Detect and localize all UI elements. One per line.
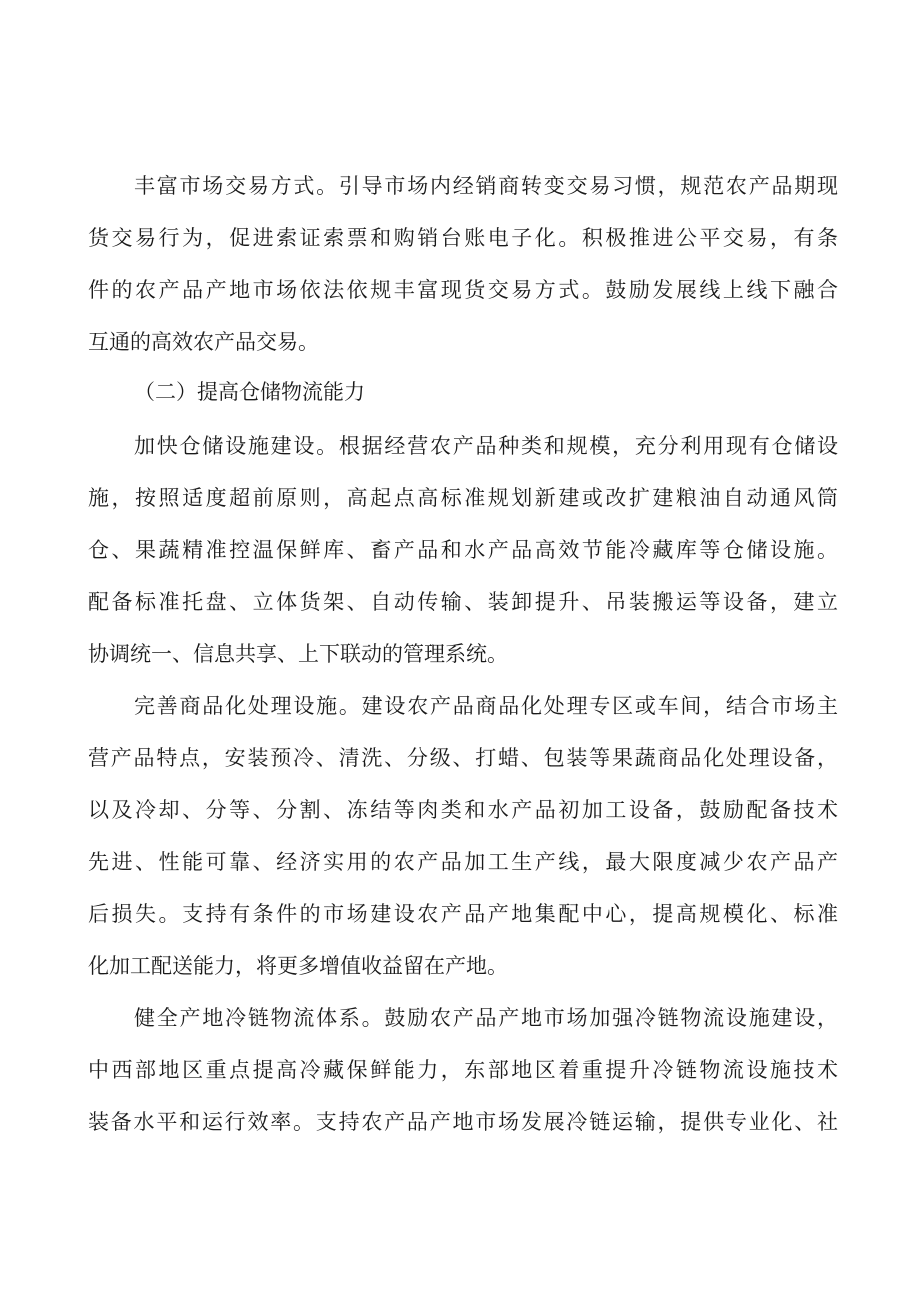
text-line: 健全产地冷链物流体系。鼓励农产品产地市场加强冷链物流设施建设，: [134, 1006, 838, 1030]
text-line: 件的农产品产地市场依法依规丰富现货交易方式。鼓励发展线上线下融合: [88, 278, 838, 302]
text-line: 营产品特点，安装预冷、清洗、分级、打蜡、包装等果蔬商品化处理设备，: [88, 746, 838, 770]
text-line: 后损失。支持有条件的市场建设农产品产地集配中心，提高规模化、标准: [88, 902, 838, 926]
text-line: 丰富市场交易方式。引导市场内经销商转变交易习惯，规范农产品期现: [134, 174, 838, 198]
paragraph-market-trading: [88, 160, 838, 368]
text-line: 互通的高效农产品交易。: [88, 330, 319, 354]
paragraph-cold-chain: [88, 992, 838, 1148]
text-line: 仓、果蔬精准控温保鲜库、畜产品和水产品高效节能冷藏库等仓储设施。: [88, 538, 838, 562]
text-line: 先进、性能可靠、经济实用的农产品加工生产线，最大限度减少农产品产: [88, 850, 838, 874]
text-line: 装备水平和运行效率。支持农产品产地市场发展冷链运输，提供专业化、社: [88, 1110, 838, 1134]
text-line: 施，按照适度超前原则，高起点高标准规划新建或改扩建粮油自动通风筒: [88, 486, 838, 510]
text-line: 加快仓储设施建设。根据经营农产品种类和规模，充分利用现有仓储设: [134, 434, 838, 458]
text-line: 配备标准托盘、立体货架、自动传输、装卸提升、吊装搬运等设备，建立: [88, 590, 838, 614]
text-line: 化加工配送能力，将更多增值收益留在产地。: [88, 954, 508, 978]
text-line: 完善商品化处理设施。建设农产品商品化处理专区或车间，结合市场主: [134, 694, 838, 718]
text-line: 协调统一、信息共享、上下联动的管理系统。: [88, 642, 508, 666]
text-line: 货交易行为，促进索证索票和购销台账电子化。积极推进公平交易，有条: [88, 226, 838, 250]
paragraph-warehouse-construction: [88, 420, 838, 680]
section-heading: （二）提高仓储物流能力: [134, 380, 365, 404]
paragraph-commercialization-facilities: [88, 680, 838, 992]
text-line: 以及冷却、分等、分割、冻结等肉类和水产品初加工设备，鼓励配备技术: [88, 798, 838, 822]
text-line: 中西部地区重点提高冷藏保鲜能力，东部地区着重提升冷链物流设施技术: [88, 1058, 838, 1082]
